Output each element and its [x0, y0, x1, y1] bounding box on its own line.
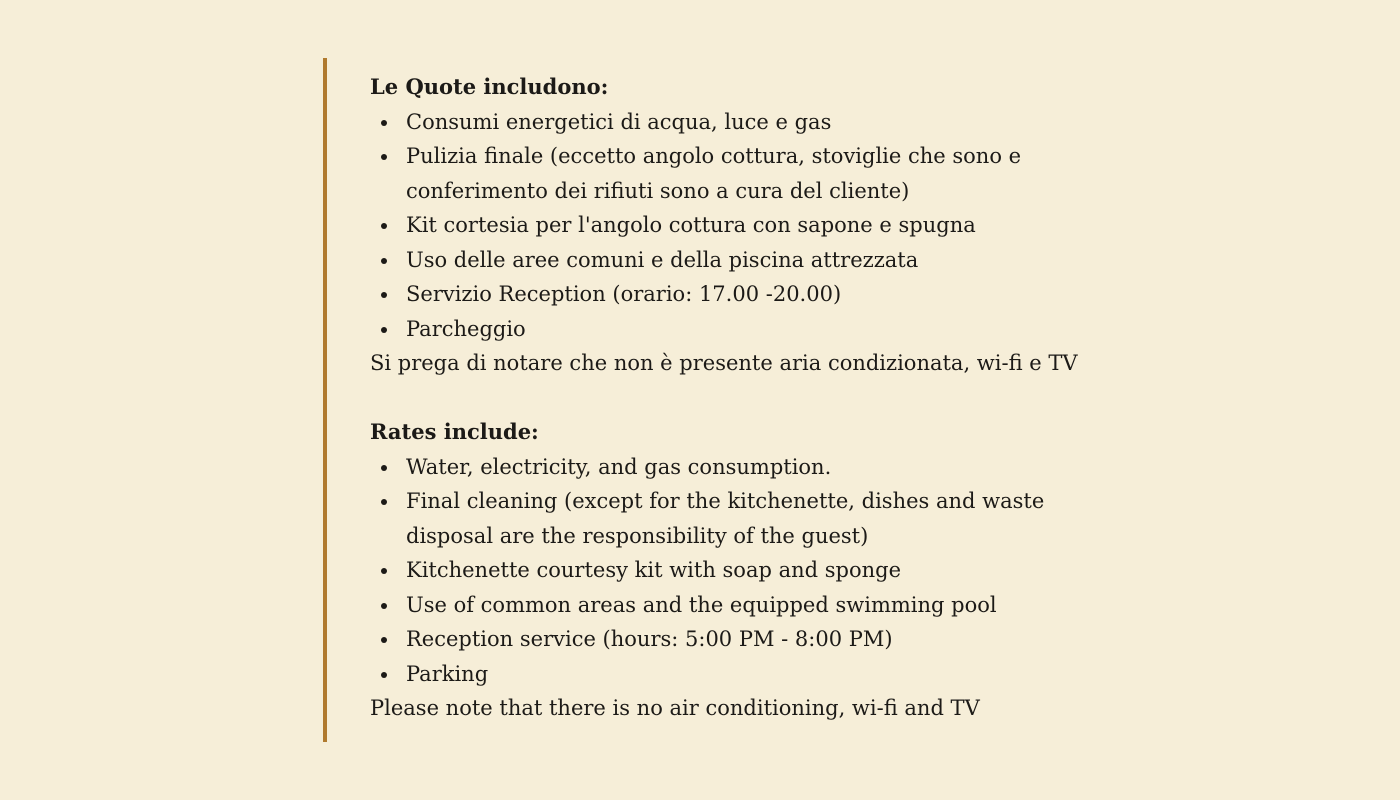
accent-bar: [323, 58, 327, 742]
list-item: Servizio Reception (orario: 17.00 -20.00): [370, 277, 1106, 312]
list-item: Parcheggio: [370, 312, 1106, 347]
list-item: Water, electricity, and gas consumption.: [370, 450, 1106, 485]
italian-section: [370, 70, 1230, 381]
italian-list: [370, 105, 1230, 347]
list-item: Kit cortesia per l'angolo cottura con sapone e spugna: [370, 208, 1106, 243]
list-item: Pulizia finale (eccetto angolo cottura, stoviglie che sono e conferimento dei rifiuti sono a cura del cliente): [370, 139, 1106, 208]
english-note: Please note that there is no air conditioning, wi-fi and TV: [370, 696, 980, 720]
section-spacer: [370, 381, 1230, 416]
list-item: Consumi energetici di acqua, luce e gas: [370, 105, 1106, 140]
english-list: [370, 450, 1230, 692]
rates-content: [370, 70, 1230, 726]
italian-heading: Le Quote includono:: [370, 74, 609, 99]
list-item: Kitchenette courtesy kit with soap and sponge: [370, 553, 1106, 588]
english-heading: Rates include:: [370, 419, 539, 444]
list-item: Uso delle aree comuni e della piscina attrezzata: [370, 243, 1106, 278]
list-item: Reception service (hours: 5:00 PM - 8:00 PM): [370, 622, 1106, 657]
list-item: Final cleaning (except for the kitchenette, dishes and waste disposal are the responsibility of the guest): [370, 484, 1106, 553]
list-item: Use of common areas and the equipped swimming pool: [370, 588, 1106, 623]
italian-note: Si prega di notare che non è presente aria condizionata, wi-fi e TV: [370, 351, 1078, 375]
english-section: [370, 415, 1230, 726]
list-item: Parking: [370, 657, 1106, 692]
